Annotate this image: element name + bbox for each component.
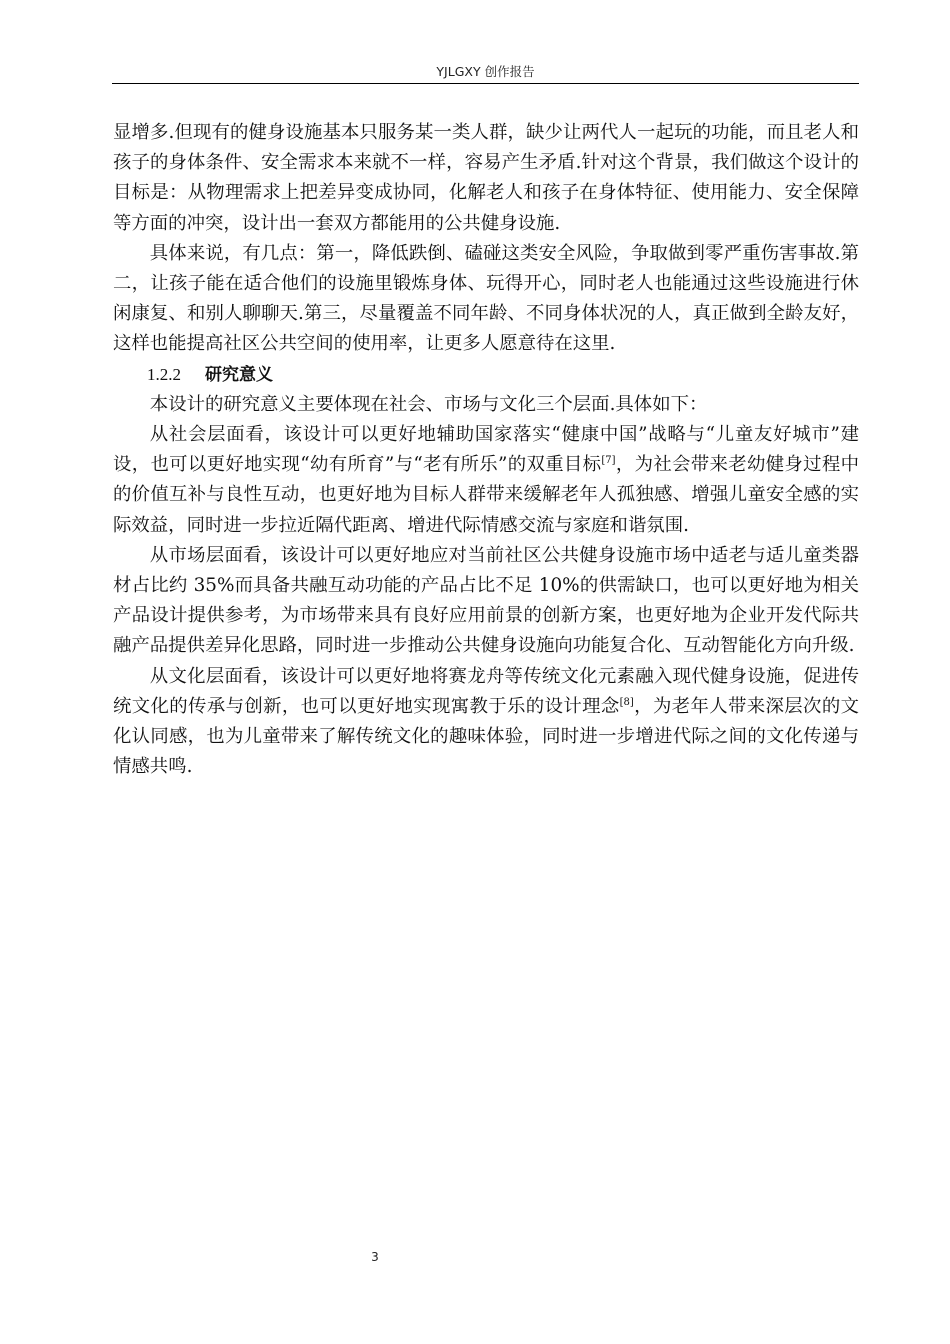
header-rule (112, 83, 859, 84)
cultural-text-part1: 从文化层面看，该设计可以更好地将赛龙舟等传统文化元素融入现代健身设施，促进传统文化的传承与创新，也可以更好地实现寓教于乐的设计理念 (113, 665, 859, 717)
page-number: 3 (371, 1250, 379, 1264)
citation-ref-8: [8] (619, 696, 634, 708)
document-body (113, 118, 859, 782)
section-heading (113, 360, 859, 390)
paragraph-specific-goals: 具体来说，有几点：第一，降低跌倒、磕碰这类安全风险，争取做到零严重伤害事故.第二，让孩子能在适合他们的设施里锻炼身体、玩得开心，同时老人也能通过这些设施进行休闲康复、和别人聊聊天.第三，尽量覆盖不同年龄、不同身体状况的人，真正做到全龄友好，这样也能提高社区公共空间的使用率，让更多人愿意待在这里. (113, 242, 859, 355)
paragraph-significance-intro: 本设计的研究意义主要体现在社会、市场与文化三个层面.具体如下： (149, 393, 708, 415)
paragraph-cultural-significance (113, 662, 859, 783)
section-number: 1.2.2 (147, 364, 181, 384)
paragraph-market-significance: 从市场层面看，该设计可以更好地应对当前社区公共健身设施市场中适老与适儿童类器材占比约 35%而具备共融互动功能的产品占比不足 10%的供需缺口，也可以更好地为相关产品设计提供参考，为市场带来具有良好应用前景的创新方案，也更好地为企业开发代际共融产品提供差异化思路，同时进一步推动公共健身设施向功能复合化、互动智能化方向升级. (113, 544, 859, 657)
social-text-part1: 从社会层面看，该设计可以更好地辅助国家落实“健康中国”战略与“儿童友好城市”建设，也可以更好地实现“幼有所育”与“老有所乐”的双重目标 (113, 424, 859, 476)
paragraph-social-significance (113, 420, 859, 541)
cultural-text-part2: ，为老年人带来深层次的文化认同感，也为儿童带来了解传统文化的趣味体验，同时进一步增进代际之间的文化传递与情感共鸣. (113, 695, 859, 778)
citation-ref-7: [7] (601, 455, 616, 467)
section-title: 研究意义 (205, 364, 273, 385)
page-header-title: YJLGXY 创作报告 (436, 64, 535, 79)
paragraph-continuation: 显增多.但现有的健身设施基本只服务某一类人群，缺少让两代人一起玩的功能，而且老人和孩子的身体条件、安全需求本来就不一样，容易产生矛盾.针对这个背景，我们做这个设计的目标是：从物理需求上把差异变成协同，化解老人和孩子在身体特征、使用能力、安全保障等方面的冲突，设计出一套双方都能用的公共健身设施. (113, 122, 859, 234)
social-text-part2: ，为社会带来老幼健身过程中的价值互补与良性互动，也更好地为目标人群带来缓解老年人孤独感、增强儿童安全感的实际效益，同时进一步拉近隔代距离、增进代际情感交流与家庭和谐氛围. (113, 454, 859, 536)
